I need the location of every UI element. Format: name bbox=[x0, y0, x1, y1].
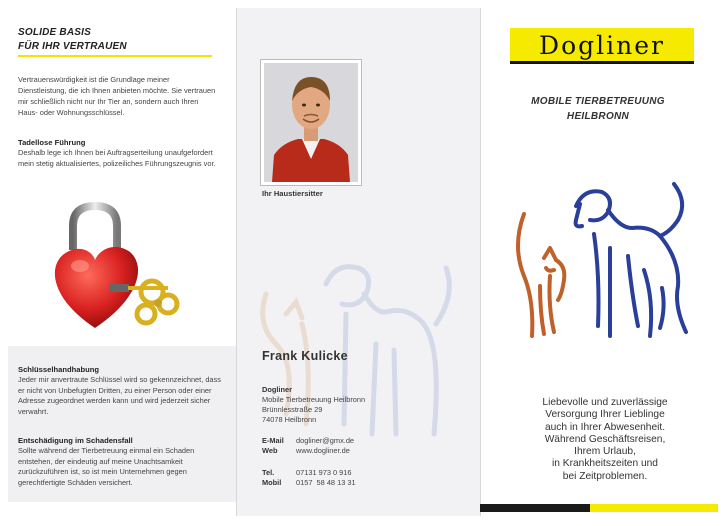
tagline-line: auch in Ihrer Abwesenheit. bbox=[544, 421, 666, 433]
tagline-text bbox=[505, 397, 705, 483]
section-title: Entschädigung im Schadensfall bbox=[18, 436, 133, 445]
section-tadellose bbox=[18, 137, 223, 169]
logo-text: Dogliner bbox=[539, 31, 665, 60]
fold-line bbox=[480, 8, 481, 516]
web-label: Web bbox=[262, 446, 278, 455]
tagline-line: bei Zeitproblemen. bbox=[562, 470, 648, 482]
brochure-subtitle bbox=[498, 94, 698, 124]
portrait-image bbox=[264, 63, 358, 182]
intro-text: Vertrauenswürdigkeit ist die Grundlage meiner Dienstleistung, die ich Ihnen anbieten möchte. Sie vertrauen mir schließlich nicht nur Ihr Tier an, sondern auch Ihren Haus- oder Wohnungsschlüssel. bbox=[18, 75, 216, 117]
fold-line bbox=[236, 8, 237, 516]
brand-color-bar bbox=[480, 504, 718, 512]
section-title: Tadellose Führung bbox=[18, 138, 86, 147]
email-link[interactable]: dogliner@gmx.de bbox=[296, 436, 355, 445]
section-title: Schlüsselhandhabung bbox=[18, 365, 100, 374]
address-city: 74078 Heilbronn bbox=[262, 415, 317, 424]
photo-caption: Ihr Haustiersitter bbox=[262, 189, 323, 198]
subtitle-line2: HEILBRONN bbox=[566, 111, 630, 122]
tel-label: Tel. bbox=[262, 468, 275, 477]
subtitle-line1: MOBILE TIERBETREUUNG bbox=[531, 96, 665, 107]
company-subtitle: Mobile Tierbetreuung Heilbronn bbox=[262, 395, 366, 404]
tagline-line: Während Geschäftsreisen, bbox=[544, 433, 666, 445]
contact-name: Frank Kulicke bbox=[262, 349, 348, 363]
company-name: Dogliner bbox=[262, 385, 292, 394]
section-text: Deshalb lege ich Ihnen bei Auftragserteilung unaufgefordert mein stetig aktualisiertes, polizeiliches Führungszeugnis vor. bbox=[18, 148, 216, 168]
email-label: E-Mail bbox=[262, 436, 284, 445]
mobil-number: 0157 58 48 13 31 bbox=[296, 478, 356, 487]
tel-number: 07131 973 0 916 bbox=[296, 468, 352, 477]
heading-underline bbox=[18, 55, 212, 57]
tagline-line: Versorgung Ihrer Lieblinge bbox=[545, 409, 665, 421]
section-text: Sollte während der Tierbetreuung einmal ein Schaden entstehen, der eindeutig auf meine Unachtsamkeit zurückzuführen ist, so ist mein Unternehmen gegen gerechtfertigte Schäden versichert. bbox=[18, 446, 195, 487]
portrait-photo bbox=[260, 59, 362, 186]
left-heading-line2: FÜR IHR VERTRAUEN bbox=[18, 41, 127, 52]
tagline-line: Ihrem Urlaub, bbox=[574, 446, 636, 458]
tagline-line: in Krankheitszeiten und bbox=[552, 458, 658, 470]
left-heading bbox=[18, 26, 127, 54]
cat-and-dog-line-art-icon bbox=[510, 176, 700, 348]
address-street: Brünnlesstraße 29 bbox=[262, 405, 323, 414]
mobil-label: Mobil bbox=[262, 478, 282, 487]
left-heading-line1: SOLIDE BASIS bbox=[18, 27, 91, 38]
dogliner-logo bbox=[510, 28, 694, 64]
heart-padlock-key-icon bbox=[40, 200, 190, 334]
tagline-line: Liebevolle und zuverlässige bbox=[542, 397, 668, 408]
section-entschaedigung bbox=[18, 435, 223, 488]
web-link[interactable]: www.dogliner.de bbox=[296, 446, 350, 455]
section-text: Jeder mir anvertraute Schlüssel wird so gekennzeichnet, dass er nicht von Unbefugten Dritten, zu einer Person oder einer Adresse zugeordnet werden kann und wird jederzeit sicher verwahrt. bbox=[18, 375, 221, 416]
section-schluessel bbox=[18, 364, 223, 417]
black-stripe bbox=[480, 504, 590, 512]
yellow-stripe bbox=[590, 504, 718, 512]
